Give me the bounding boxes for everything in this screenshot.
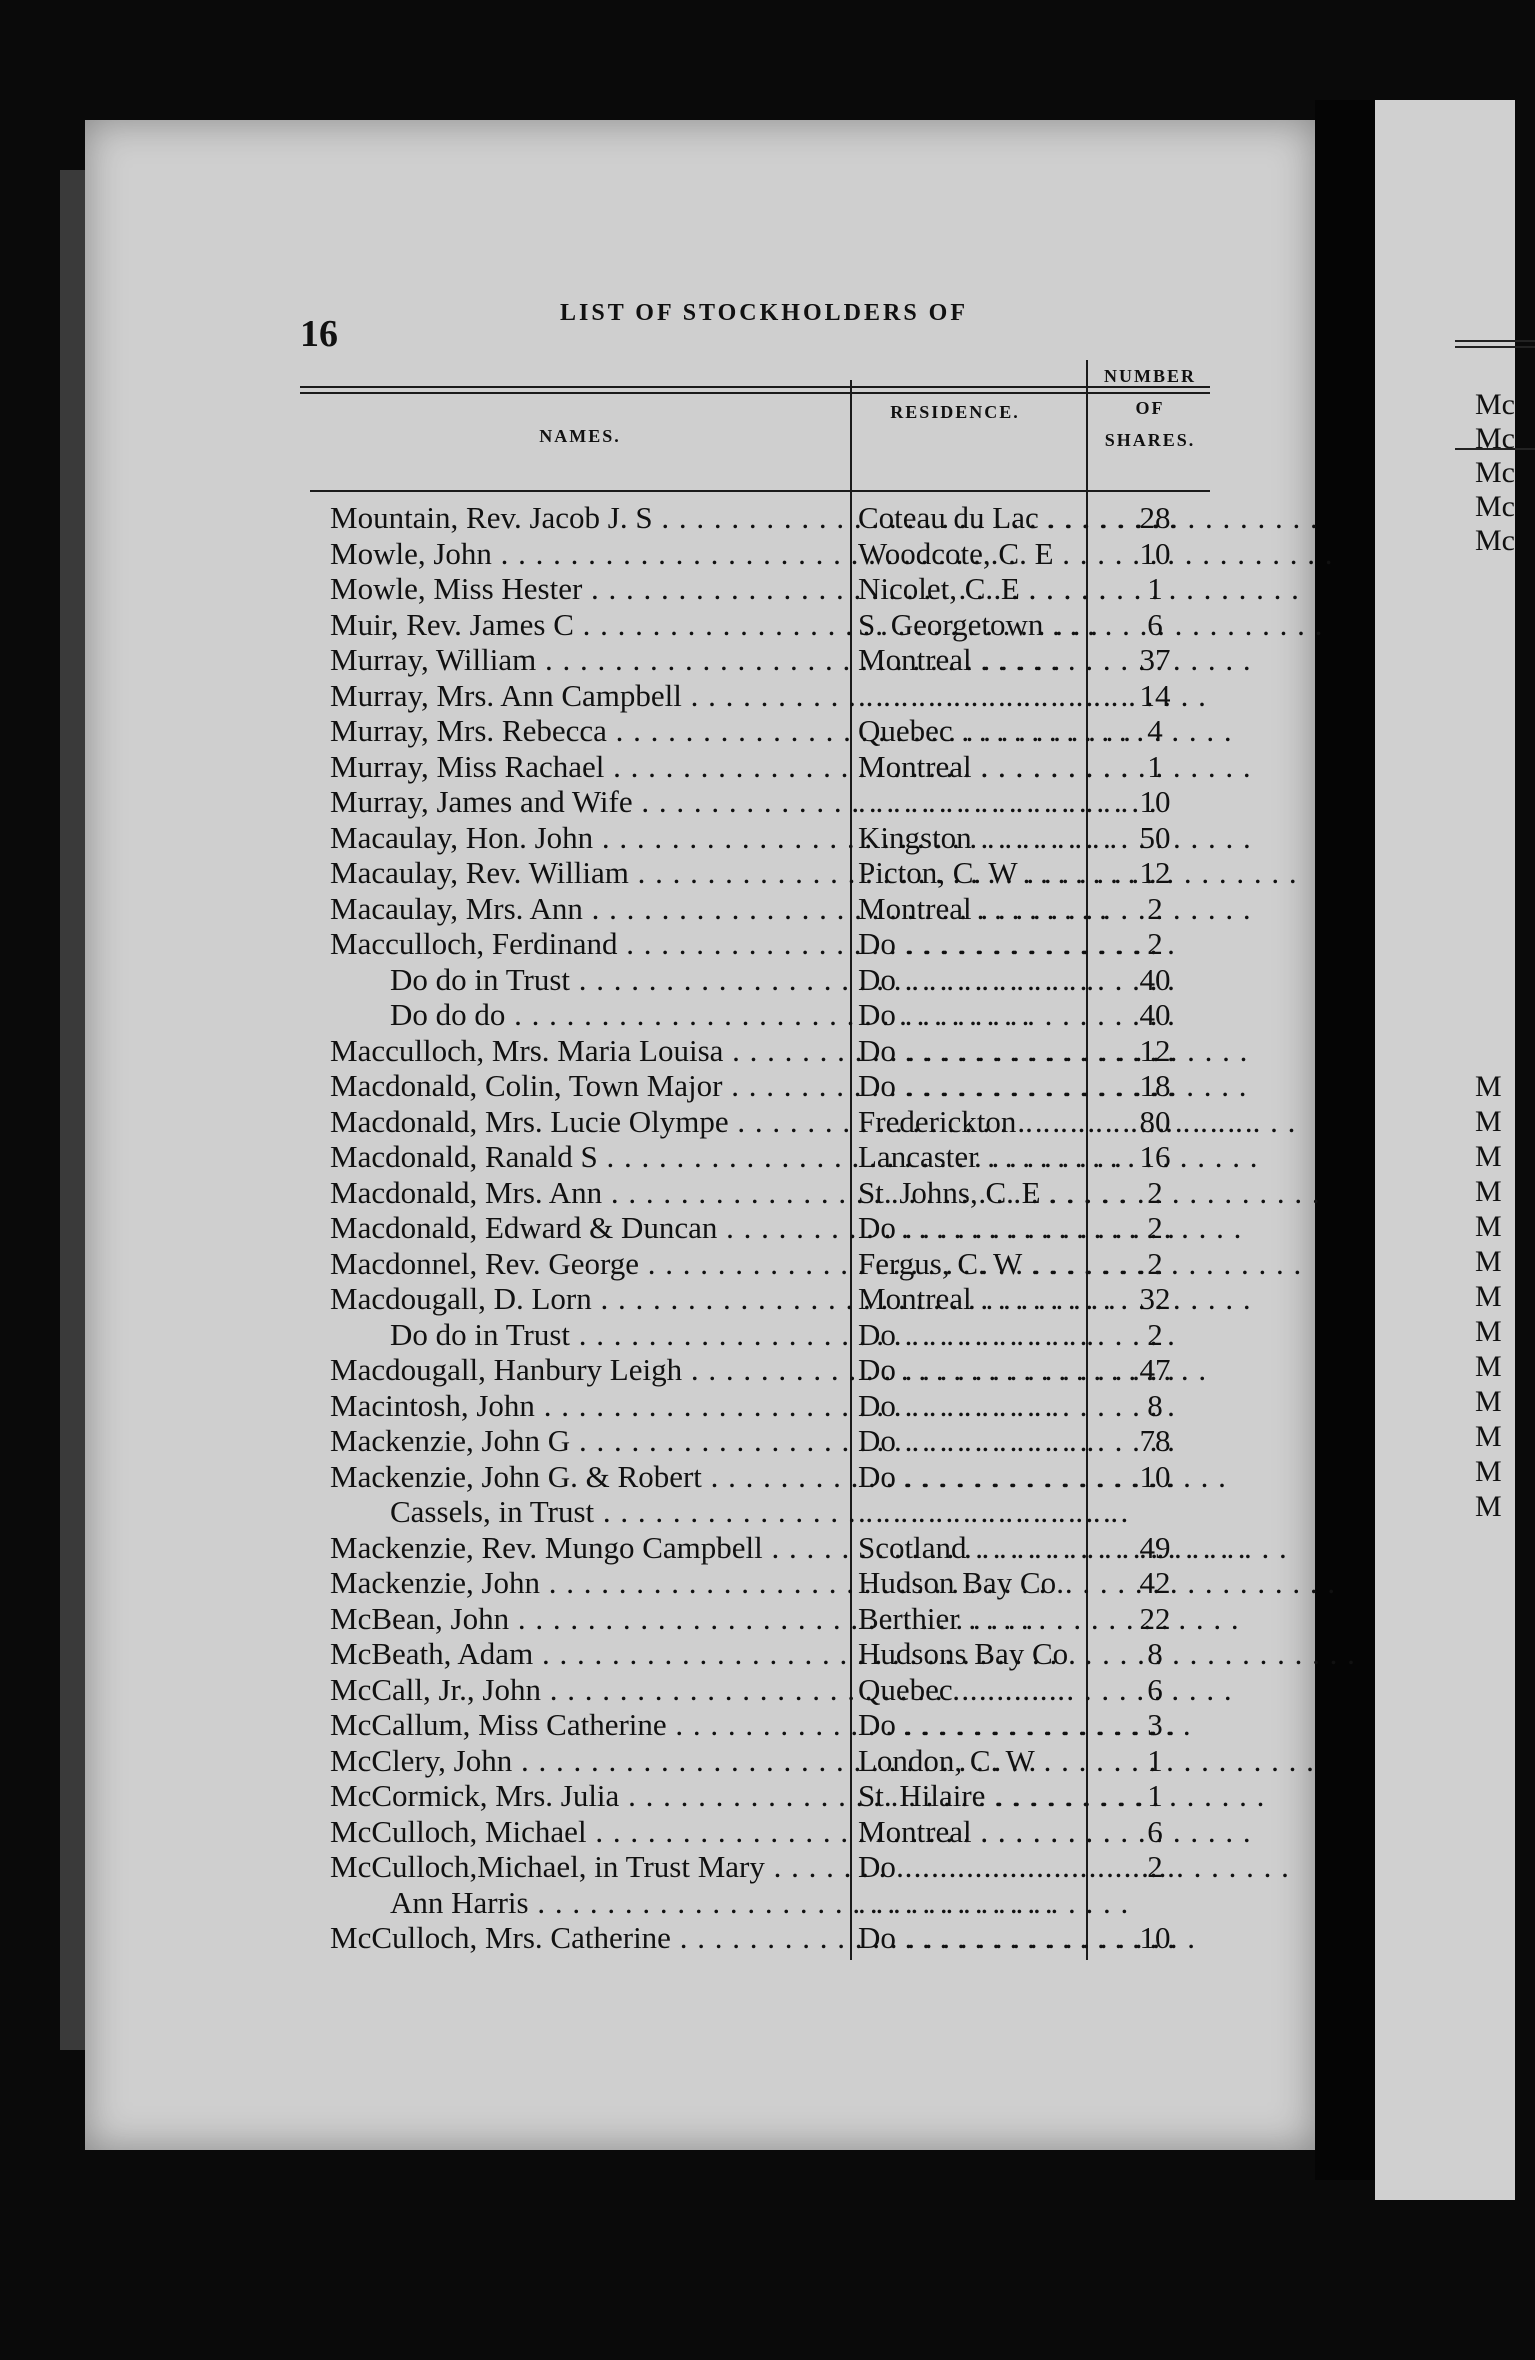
residence-cell: Do . . . xyxy=(858,1849,1068,1885)
stockholder-name: Macculloch, Ferdinand . . . xyxy=(330,926,850,962)
table-row xyxy=(330,607,1220,642)
shares-cell: 37 xyxy=(1139,642,1171,677)
shares-header-line3: SHARES. xyxy=(1104,430,1196,450)
table-row xyxy=(330,855,1220,890)
shares-cell: 16 xyxy=(1139,1139,1171,1174)
adjacent-page-fragment: Mc xyxy=(1475,490,1515,523)
residence-cell: Kingston . . . xyxy=(858,820,1068,856)
table-row xyxy=(330,1672,1220,1707)
table-row xyxy=(330,749,1220,784)
adjacent-page-rule xyxy=(1455,346,1535,348)
shares-cell: 2 xyxy=(1147,890,1163,926)
residence-cell: Berthier . . . xyxy=(858,1601,1068,1637)
stockholder-name: McBean, John . . . xyxy=(330,1601,850,1637)
adjacent-page-fragment: M xyxy=(1475,1210,1502,1243)
residence-cell: Montreal . . . xyxy=(858,1814,1068,1850)
shares-cell: 1 xyxy=(1147,748,1163,784)
residence-cell: Scotland . . . xyxy=(858,1530,1068,1566)
shares-cell: 1 xyxy=(1147,571,1163,606)
page-number: 16 xyxy=(300,313,338,355)
residence-cell: Coteau du Lac . . . xyxy=(858,500,1068,536)
shares-header-line2: OF xyxy=(1135,398,1165,418)
residence-cell: Fergus, C. W . . . xyxy=(858,1246,1068,1282)
names-column-header: NAMES. xyxy=(539,426,621,446)
residence-cell xyxy=(858,678,1068,714)
table-row xyxy=(330,678,1220,713)
table-row xyxy=(330,1459,1220,1494)
table-row xyxy=(330,1281,1220,1316)
shares-cell: 2 xyxy=(1147,1210,1163,1245)
shares-cell: 28 xyxy=(1139,500,1171,535)
stockholder-name: Macaulay, Mrs. Ann . . . xyxy=(330,891,850,927)
table-row xyxy=(330,1175,1220,1210)
residence-cell: Nicolet, C. E . . . xyxy=(858,571,1068,607)
residence-cell xyxy=(858,1494,1068,1530)
stockholder-name: Macaulay, Hon. John . . . xyxy=(330,820,850,856)
shares-cell: 3 xyxy=(1147,1707,1163,1742)
stockholder-name: Macdonald, Ranald S . . . xyxy=(330,1139,850,1175)
residence-cell: Do . . . xyxy=(858,926,1068,962)
table-row xyxy=(330,1565,1220,1600)
table-row xyxy=(330,1814,1220,1849)
stockholder-name: Cassels, in Trust . . . xyxy=(330,1494,850,1530)
shares-cell: 1 xyxy=(1147,1742,1163,1778)
table-row xyxy=(330,1210,1220,1245)
residence-cell: Hudsons Bay Co. . . . xyxy=(858,1636,1068,1672)
shares-cell: 2 xyxy=(1147,926,1163,961)
adjacent-page-fragment: Mc xyxy=(1475,422,1515,455)
stockholder-name: Murray, Mrs. Ann Campbell . . . xyxy=(330,678,850,714)
adjacent-page-fragment: M xyxy=(1475,1490,1502,1523)
stockholder-name: Muir, Rev. James C . . . xyxy=(330,607,850,643)
table-row xyxy=(330,1778,1220,1813)
stockholder-name: McCulloch,Michael, in Trust Mary . . . xyxy=(330,1849,850,1885)
shares-cell: 8 xyxy=(1147,1387,1163,1423)
residence-cell: St. Johns, C. E . . . xyxy=(858,1175,1068,1211)
table-row xyxy=(330,962,1220,997)
residence-cell: St. Hilaire . . . xyxy=(858,1778,1068,1814)
residence-cell: Do . . . xyxy=(858,1920,1068,1956)
residence-cell: Montreal . . . xyxy=(858,642,1068,678)
stockholder-name: Mowle, Miss Hester . . . xyxy=(330,571,850,607)
table-row xyxy=(330,1317,1220,1352)
table-row xyxy=(330,1104,1220,1139)
table-row xyxy=(330,1246,1220,1281)
adjacent-page-fragment: M xyxy=(1475,1140,1502,1173)
adjacent-page-fragment: M xyxy=(1475,1070,1502,1103)
residence-cell: London, C. W . . . xyxy=(858,1743,1068,1779)
residence-cell: Do . . . xyxy=(858,1068,1068,1104)
residence-cell: Woodcote, C. E . . . xyxy=(858,536,1068,572)
table-row xyxy=(330,784,1220,819)
shares-cell: 10 xyxy=(1139,784,1171,819)
adjacent-page-fragment: Mc xyxy=(1475,524,1515,557)
table-row xyxy=(330,1388,1220,1423)
shares-cell: 50 xyxy=(1139,819,1171,855)
residence-cell: Do . . . xyxy=(858,1033,1068,1069)
table-row xyxy=(330,536,1220,571)
shares-cell: 2 xyxy=(1147,1174,1163,1210)
residence-cell: Do . . . xyxy=(858,1707,1068,1743)
residence-cell: Montreal . . . xyxy=(858,891,1068,927)
shares-cell: 18 xyxy=(1139,1068,1171,1103)
shares-cell: 42 xyxy=(1139,1565,1171,1600)
table-row xyxy=(330,1352,1220,1387)
residence-cell: S. Georgetown . . . xyxy=(858,607,1068,643)
table-row xyxy=(330,1139,1220,1174)
table-row xyxy=(330,1707,1220,1742)
residence-cell: Hudson Bay Co . . . xyxy=(858,1565,1068,1601)
residence-cell: Do . . . xyxy=(858,962,1068,998)
table-row xyxy=(330,1068,1220,1103)
table-row xyxy=(330,1885,1220,1920)
table-row xyxy=(330,571,1220,606)
shares-cell: 47 xyxy=(1139,1352,1171,1387)
stockholder-name: McCormick, Mrs. Julia . . . xyxy=(330,1778,850,1814)
table-row xyxy=(330,642,1220,677)
stockholder-name: Murray, James and Wife . . . xyxy=(330,784,850,820)
stockholder-name: Macdougall, Hanbury Leigh . . . xyxy=(330,1352,850,1388)
residence-cell xyxy=(858,1885,1068,1921)
stockholder-name: Mackenzie, John G . . . xyxy=(330,1423,850,1459)
stockholder-name: Mackenzie, Rev. Mungo Campbell . . . xyxy=(330,1530,850,1566)
stockholder-name: McCulloch, Michael . . . xyxy=(330,1814,850,1850)
adjacent-page-fragment: M xyxy=(1475,1385,1502,1418)
adjacent-page-rule xyxy=(1455,340,1535,342)
shares-cell: 1 xyxy=(1147,1778,1163,1813)
shares-cell: 14 xyxy=(1139,677,1171,713)
adjacent-page-fragment: M xyxy=(1475,1350,1502,1383)
shares-cell: 2 xyxy=(1147,1245,1163,1281)
residence-cell: Quebec . . . xyxy=(858,1672,1068,1708)
adjacent-page xyxy=(1375,100,1515,2200)
table-row xyxy=(330,1920,1220,1955)
stockholder-name: Murray, William . . . xyxy=(330,642,850,678)
residence-cell: Frederickton . . . xyxy=(858,1104,1068,1140)
shares-cell: 80 xyxy=(1139,1103,1171,1139)
shares-cell: 2 xyxy=(1147,1316,1163,1352)
stockholder-name: Do do in Trust . . . xyxy=(330,962,850,998)
residence-column-header: RESIDENCE. xyxy=(890,402,1020,422)
stockholder-name: Mackenzie, John . . . xyxy=(330,1565,850,1601)
shares-cell: 40 xyxy=(1139,997,1171,1032)
adjacent-page-fragment: M xyxy=(1475,1420,1502,1453)
residence-cell: Quebec . . . xyxy=(858,713,1068,749)
adjacent-page-fragment: Mc xyxy=(1475,456,1515,489)
header-rule-bottom xyxy=(310,490,1210,492)
stockholder-name: McBeath, Adam . . . xyxy=(330,1636,850,1672)
shares-cell: 12 xyxy=(1139,855,1171,890)
shares-cell: 10 xyxy=(1139,535,1171,571)
residence-cell: Do . . . xyxy=(858,1459,1068,1495)
table-row xyxy=(330,1494,1220,1529)
stockholder-name: Mountain, Rev. Jacob J. S . . . xyxy=(330,500,850,536)
stockholder-name: Macintosh, John . . . xyxy=(330,1388,850,1424)
adjacent-page-fragment: M xyxy=(1475,1245,1502,1278)
residence-cell: Picton, C. W . . . xyxy=(858,855,1068,891)
stockholder-name: McClery, John . . . xyxy=(330,1743,850,1779)
adjacent-page-fragment: M xyxy=(1475,1315,1502,1348)
stockholder-name: Macculloch, Mrs. Maria Louisa . . . xyxy=(330,1033,850,1069)
residence-cell xyxy=(858,784,1068,820)
table-row xyxy=(330,1601,1220,1636)
stockholder-name: McCall, Jr., John . . . xyxy=(330,1672,850,1708)
shares-cell: 10 xyxy=(1139,1920,1171,1955)
stockholder-name: Murray, Mrs. Rebecca . . . xyxy=(330,713,850,749)
shares-cell: 2 xyxy=(1147,1849,1163,1884)
table-row xyxy=(330,500,1220,535)
stockholder-name: Murray, Miss Rachael . . . xyxy=(330,749,850,785)
residence-cell: Do . . . xyxy=(858,1388,1068,1424)
residence-cell: Do . . . xyxy=(858,1317,1068,1353)
page-gutter xyxy=(1315,100,1375,2180)
shares-cell: 49 xyxy=(1139,1529,1171,1565)
shares-cell: 40 xyxy=(1139,961,1171,997)
table-row xyxy=(330,997,1220,1032)
table-row xyxy=(330,926,1220,961)
shares-cell: 6 xyxy=(1147,606,1163,642)
stockholder-name: McCallum, Miss Catherine . . . xyxy=(330,1707,850,1743)
table-row xyxy=(330,1033,1220,1068)
residence-cell: Do . . . xyxy=(858,997,1068,1033)
adjacent-page-fragment: M xyxy=(1475,1455,1502,1488)
residence-cell: Montreal . . . xyxy=(858,1281,1068,1317)
running-head: LIST OF STOCKHOLDERS OF xyxy=(560,300,968,326)
adjacent-page-fragment: M xyxy=(1475,1175,1502,1208)
stockholder-name: Macdonnel, Rev. George . . . xyxy=(330,1246,850,1282)
shares-cell: 10 xyxy=(1139,1458,1171,1494)
stockholder-name: Do do do . . . xyxy=(330,997,850,1033)
stockholder-name: Macdonald, Colin, Town Major . . . xyxy=(330,1068,850,1104)
shares-cell: 78 xyxy=(1139,1423,1171,1458)
shares-cell: 6 xyxy=(1147,1671,1163,1707)
adjacent-page-fragment: M xyxy=(1475,1280,1502,1313)
header-rule-top xyxy=(300,386,1210,388)
stockholder-name: Ann Harris . . . xyxy=(330,1885,850,1921)
table-row xyxy=(330,1530,1220,1565)
residence-cell: Do . . . xyxy=(858,1423,1068,1459)
header-rule-top xyxy=(300,392,1210,394)
stockholder-name: Macdonald, Mrs. Ann . . . xyxy=(330,1175,850,1211)
adjacent-page-fragment: Mc xyxy=(1475,388,1515,421)
stockholder-name: McCulloch, Mrs. Catherine . . . xyxy=(330,1920,850,1956)
table-row xyxy=(330,1743,1220,1778)
table-row xyxy=(330,891,1220,926)
table-row xyxy=(330,713,1220,748)
stockholder-name: Macdonald, Edward & Duncan . . . xyxy=(330,1210,850,1246)
table-row xyxy=(330,1423,1220,1458)
stockholder-name: Do do in Trust . . . xyxy=(330,1317,850,1353)
table-row xyxy=(330,1636,1220,1671)
shares-header-line1: NUMBER xyxy=(1104,366,1196,386)
residence-cell: Do . . . xyxy=(858,1352,1068,1388)
adjacent-page-fragment: M xyxy=(1475,1105,1502,1138)
stockholder-name: Mackenzie, John G. & Robert . . . xyxy=(330,1459,850,1495)
table-row xyxy=(330,820,1220,855)
stockholder-name: Macaulay, Rev. William . . . xyxy=(330,855,850,891)
shares-cell: 32 xyxy=(1139,1281,1171,1316)
shares-cell: 4 xyxy=(1147,713,1163,748)
stockholder-name: Mowle, John . . . xyxy=(330,536,850,572)
shares-cell: 6 xyxy=(1147,1813,1163,1849)
table-row xyxy=(330,1849,1220,1884)
stockholder-name: Macdonald, Mrs. Lucie Olympe . . . xyxy=(330,1104,850,1140)
residence-cell: Do . . . xyxy=(858,1210,1068,1246)
stockholder-name: Macdougall, D. Lorn . . . xyxy=(330,1281,850,1317)
residence-cell: Lancaster . . . xyxy=(858,1139,1068,1175)
shares-cell: 8 xyxy=(1147,1636,1163,1671)
residence-cell: Montreal . . . xyxy=(858,749,1068,785)
shares-cell: 12 xyxy=(1139,1032,1171,1068)
shares-cell: 22 xyxy=(1139,1600,1171,1636)
